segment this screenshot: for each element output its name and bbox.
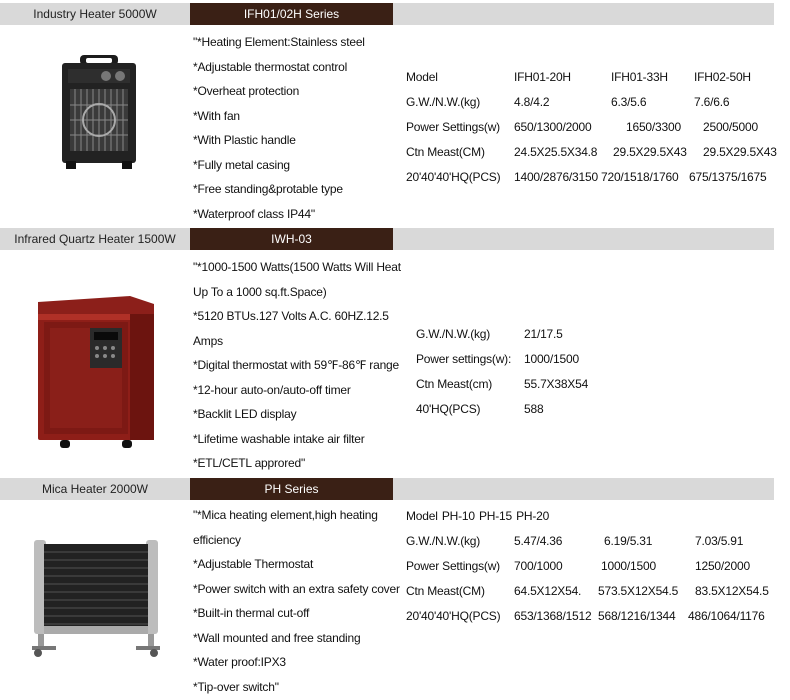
section-header [0,228,774,250]
spec-label: G.W./N.W.(kg) [416,327,491,341]
feature-item: *Free standing&protable type [193,182,343,196]
spec-table [406,507,786,631]
spec-label: Power settings(w): [416,352,512,366]
mica-heater-image [30,538,162,658]
spec-table [406,68,786,188]
section-industry-heater [0,3,790,225]
feature-item: *Waterproof class IP44" [193,206,315,221]
feature-item: "*Mica heating element,high heating [193,508,378,522]
spec-value: 64.5X12X54. [514,584,582,598]
feature-item: *Fully metal casing [193,157,290,172]
feature-item: *With Plastic handle [193,133,296,147]
spec-value: 568/1216/1344 [598,609,676,623]
spec-label: Power Settings(w) [406,559,500,573]
spec-value: 675/1375/1675 [689,170,767,184]
feature-item: *Built-in thermal cut-off [193,606,310,620]
spec-value: IFH01-20H [514,70,571,84]
feature-item: "*Heating Element:Stainless steel [193,35,365,49]
feature-item: *Tip-over switch" [193,679,279,694]
spec-value: 720/1518/1760 [601,170,679,184]
feature-item: *Overheat protection [193,84,300,98]
feature-item: "*1000-1500 Watts(1500 Watts Will Heat [193,260,401,274]
series-label: IWH-03 [190,228,393,250]
spec-value: 5.47/4.36 [514,534,563,548]
spec-value: 653/1368/1512 [514,609,592,623]
spec-value: 55.7X38X54 [524,377,589,391]
spec-value: 6.19/5.31 [604,534,653,548]
section-header [0,478,774,500]
model-line: Model PH-10 PH-15 PH-20 [406,509,550,523]
spec-value: 1000/1500 [601,559,656,573]
feature-item: *5120 BTUs.127 Volts A.C. 60HZ.12.5 [193,309,389,323]
feature-item: *Lifetime washable intake air filter [193,431,365,446]
feature-item: *Power switch with an extra safety cover [193,581,400,596]
spec-label: Power Settings(w) [406,120,500,134]
feature-item: Up To a 1000 sq.ft.Space) [193,284,327,299]
spec-value: 650/1300/2000 [514,120,592,134]
spec-value: 1250/2000 [695,559,750,573]
spec-value: 4.8/4.2 [514,95,550,109]
spec-value: 24.5X25.5X34.8 [514,145,598,159]
spec-value: IFH02-50H [694,70,751,84]
spec-label: 20'40'40'HQ(PCS) [406,170,501,184]
spec-label: Ctn Meast(cm) [416,377,493,391]
section-mica-heater [0,478,790,700]
spec-value: 1650/3300 [626,120,681,134]
spec-value: 29.5X29.5X43 [613,145,687,159]
feature-item: *Backlit LED display [193,407,297,421]
spec-value: 7.03/5.91 [695,534,744,548]
spec-value: 21/17.5 [524,327,563,341]
feature-item: *Water proof:IPX3 [193,655,286,669]
spec-label: G.W./N.W.(kg) [406,534,481,548]
series-label: IFH01/02H Series [190,3,393,25]
feature-item: *With fan [193,108,240,123]
feature-list [193,255,401,476]
spec-label: Ctn Meast(CM) [406,584,485,598]
infrared-heater-image [34,294,158,450]
spec-value: 7.6/6.6 [694,95,730,109]
product-title: Mica Heater 2000W [41,482,149,496]
spec-value: 83.5X12X54.5 [695,584,769,598]
feature-item: *Wall mounted and free standing [193,630,361,645]
spec-label: 40'HQ(PCS) [416,402,481,416]
spec-label: Ctn Meast(CM) [406,145,485,159]
feature-item: Amps [193,333,223,348]
spec-label: G.W./N.W.(kg) [406,95,481,109]
product-title: Infrared Quartz Heater 1500W [14,232,176,246]
spec-value: 573.5X12X54.5 [598,584,679,598]
spec-value: 29.5X29.5X43 [703,145,777,159]
industry-heater-image [58,53,140,171]
spec-value: 486/1064/1176 [688,609,765,623]
feature-item: *ETL/CETL approred" [193,456,306,470]
spec-value: 2500/5000 [703,120,758,134]
feature-item: efficiency [193,532,241,547]
spec-label: Model [406,70,438,84]
section-infrared-quartz-heater [0,228,790,474]
spec-label: 20'40'40'HQ(PCS) [406,609,501,623]
feature-item: *Adjustable thermostat control [193,59,348,74]
spec-value: 588 [524,402,544,416]
feature-list [193,503,400,699]
spec-value: 6.3/5.6 [611,95,647,109]
product-title: Industry Heater 5000W [33,7,157,21]
feature-item: *Adjustable Thermostat [193,557,314,571]
section-header [0,3,774,25]
spec-value: 1000/1500 [524,352,579,366]
feature-item: *Digital thermostat with 59℉-86℉ range [193,358,400,372]
spec-value: 1400/2876/3150 [514,170,598,184]
feature-list [193,30,365,226]
spec-value: IFH01-33H [611,70,668,84]
series-label: PH Series [190,478,393,500]
spec-table [416,325,716,425]
feature-item: *12-hour auto-on/auto-off timer [193,382,351,397]
spec-value: 700/1000 [514,559,563,573]
